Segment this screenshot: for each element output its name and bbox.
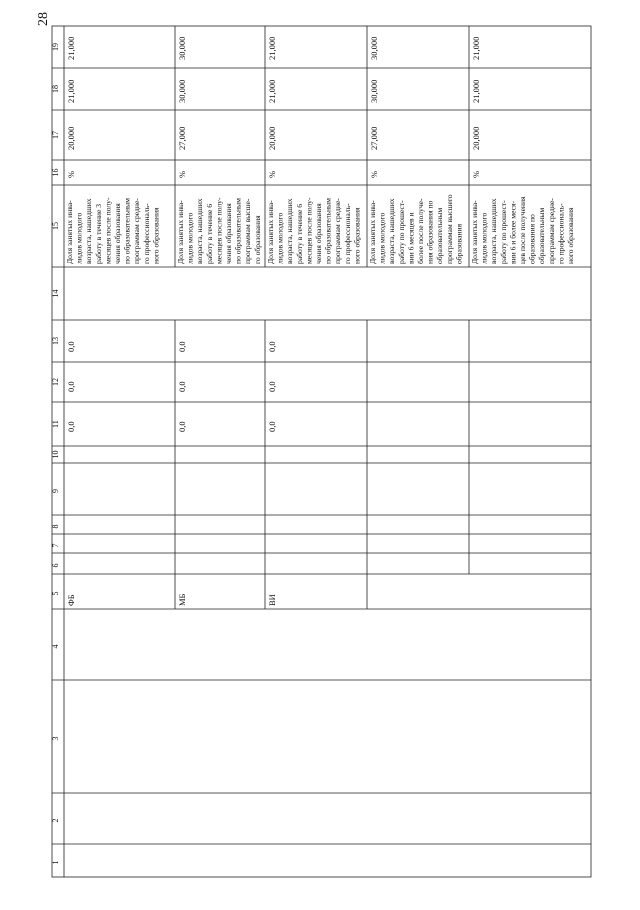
indicator-text: лидов молодого	[479, 212, 489, 264]
funding-source: ФБ	[66, 594, 76, 606]
indicator-text: ного образования	[151, 207, 161, 264]
value-col17: 27,000	[177, 126, 187, 150]
indicator-text: лидов молодого	[377, 212, 387, 264]
indicator-text: лидов молодого	[74, 212, 84, 264]
indicator-text: возраста, нашедших	[285, 198, 295, 264]
indicator-text: лидов молодого	[275, 212, 285, 264]
indicator-text: возраста, нашедших	[84, 198, 94, 264]
value-col11: 0,0	[267, 421, 277, 432]
value-col18: 21,000	[267, 79, 277, 103]
column-number: 16	[51, 168, 60, 177]
indicator-text: го образования	[252, 215, 262, 264]
value-col17: 20,000	[471, 126, 481, 150]
column-number: 1	[51, 860, 60, 865]
column-number: 4	[51, 644, 60, 649]
column-number: 19	[51, 43, 60, 51]
column-number: 11	[51, 420, 60, 428]
value-col11: 0,0	[177, 421, 187, 432]
indicator-text: месяцев после полу-	[304, 197, 314, 264]
indicator-text: образования	[454, 223, 464, 264]
indicator-text: чения образования	[314, 203, 323, 264]
indicator-text: возраста, нашедших	[387, 198, 397, 264]
indicator-text: по образовательным	[233, 198, 243, 264]
value-col19: 21,000	[66, 36, 76, 60]
column-number: 6	[51, 563, 60, 568]
indicator-text: возраста, нашедших	[489, 198, 499, 264]
indicator-text: программам высше-	[243, 198, 253, 264]
indicator-text: программам высшего	[444, 194, 454, 264]
value-col12: 0,0	[267, 381, 277, 392]
indicator-text: Доля занятых инва-	[65, 200, 74, 264]
indicator-text: образования по	[527, 214, 537, 264]
indicator-text: чения образования	[113, 203, 122, 264]
value-col17: 20,000	[267, 126, 277, 150]
indicator-text: го профессиональ-	[141, 203, 151, 264]
indicator-text: возраста, нашедших	[195, 198, 205, 264]
indicator-text: цев после получения	[518, 196, 527, 264]
indicator-text: работу в течение 3	[93, 203, 103, 264]
indicator-text: работу в течение 6	[294, 203, 304, 264]
indicator-text: ного образования	[352, 207, 362, 264]
value-col12: 0,0	[66, 381, 76, 392]
indicator-text: лидов молодого	[185, 212, 195, 264]
indicator-text: программам средне-	[132, 198, 142, 264]
value-col17: 20,000	[66, 126, 76, 150]
table-frame	[52, 26, 591, 877]
value-col18: 21,000	[471, 79, 481, 103]
value-col13: 0,0	[66, 341, 76, 352]
funding-source: МБ	[177, 593, 187, 606]
indicator-text: работу по прошест-	[396, 200, 406, 264]
indicator-text: месяцев после полу-	[103, 197, 113, 264]
indicator-text: месяцев после полу-	[214, 197, 224, 264]
unit-percent: %	[177, 170, 187, 178]
indicator-text: образовательным	[435, 207, 445, 264]
indicator-text: работу в течение 6	[204, 203, 214, 264]
column-number: 15	[51, 222, 60, 230]
indicator-text: вии 6 и более меся-	[508, 200, 518, 264]
indicator-text: ного образования	[566, 207, 575, 264]
value-col17: 27,000	[369, 126, 379, 150]
indicator-text: чения образования	[224, 203, 233, 264]
indicator-text: Доля занятых инва-	[368, 200, 377, 264]
indicator-text: вии 6 месяцев и	[406, 212, 416, 264]
column-number: 18	[51, 85, 60, 93]
value-col13: 0,0	[267, 341, 277, 352]
indicator-text: го профессиональ-	[556, 203, 566, 264]
indicator-text: более после получе-	[416, 198, 425, 264]
unit-percent: %	[471, 170, 481, 178]
value-col18: 30,000	[369, 79, 379, 103]
value-col12: 0,0	[177, 381, 187, 392]
column-number: 10	[51, 450, 60, 459]
value-col13: 0,0	[177, 341, 187, 352]
indicator-text: Доля занятых инва-	[266, 200, 275, 264]
column-number: 2	[51, 818, 60, 823]
column-number: 9	[51, 489, 60, 493]
indicator-text: по образовательным	[323, 198, 333, 264]
indicator-text: Доля занятых инва-	[470, 200, 479, 264]
column-number: 7	[51, 543, 60, 548]
value-col19: 21,000	[471, 36, 481, 60]
value-col19: 21,000	[267, 36, 277, 60]
value-col18: 30,000	[177, 79, 187, 103]
column-number: 8	[51, 524, 60, 529]
indicator-text: программам средне-	[546, 198, 556, 264]
funding-source: ВИ	[267, 594, 277, 606]
column-number: 14	[51, 289, 60, 298]
column-number: 3	[51, 736, 60, 741]
column-number: 5	[51, 591, 60, 596]
indicator-text: го профессиональ-	[342, 203, 352, 264]
value-col19: 30,000	[369, 36, 379, 60]
unit-percent: %	[66, 170, 76, 178]
column-number: 12	[51, 378, 60, 386]
page-number: 28	[36, 12, 51, 26]
indicator-text: работу по прошест-	[498, 200, 508, 264]
value-col19: 30,000	[177, 36, 187, 60]
indicator-text: ния образования по	[425, 200, 435, 264]
indicator-text: программам средне-	[333, 198, 343, 264]
unit-percent: %	[369, 170, 379, 178]
unit-percent: %	[267, 170, 277, 178]
indicator-text: по образовательным	[122, 198, 132, 264]
column-number: 17	[51, 131, 60, 139]
value-col11: 0,0	[66, 421, 76, 432]
value-col18: 21,000	[66, 79, 76, 103]
column-number: 13	[51, 337, 60, 345]
indicator-text: Доля занятых инва-	[176, 200, 185, 264]
indicator-text: образовательным	[537, 207, 547, 264]
